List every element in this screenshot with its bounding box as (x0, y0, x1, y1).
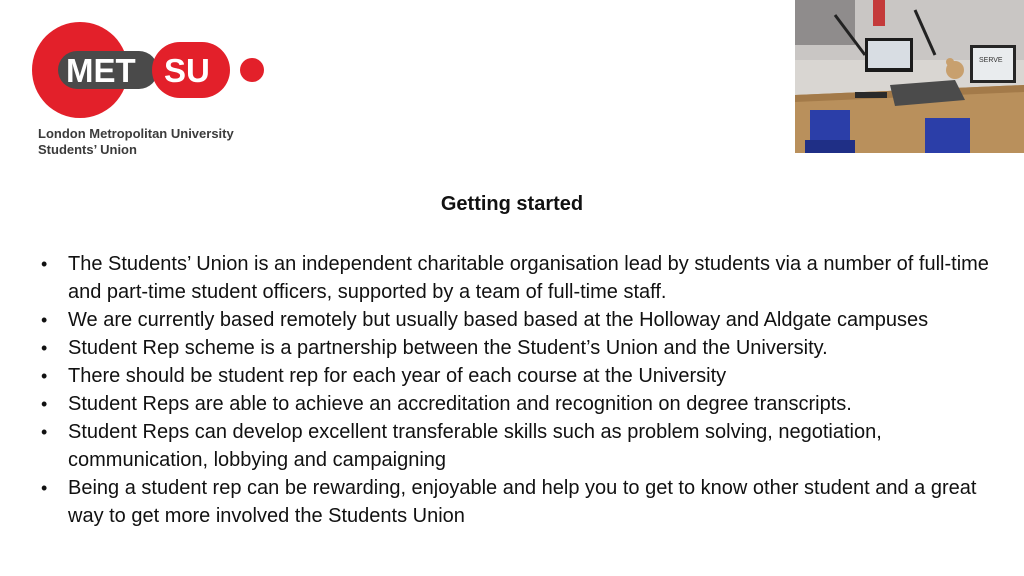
bullet-text: Being a student rep can be rewarding, enjoyable and help you to get to know other student and a great way to get more involved the Students Union (68, 477, 977, 527)
list-item (35, 390, 995, 418)
logo-dot (240, 58, 264, 82)
org-name (38, 126, 234, 158)
bullet-text: Student Rep scheme is a partnership between the Student’s Union and the University. (68, 337, 828, 359)
bullet-icon: • (41, 394, 48, 414)
list-item (35, 418, 995, 474)
list-item (35, 334, 995, 362)
bullet-text: Student Reps can develop excellent transferable skills such as problem solving, negotiation, communication, lobbying and campaigning (68, 421, 882, 471)
bullet-list (35, 250, 995, 530)
bullet-text: The Students’ Union is an independent charitable organisation lead by students via a number of full-time and part-time student officers, supported by a team of full-time staff. (68, 253, 989, 303)
org-name-line2: Students’ Union (38, 142, 137, 157)
bullet-text: There should be student rep for each year of each course at the University (68, 365, 727, 387)
monitor-screen-text: SERVE (979, 57, 1003, 64)
logo-text-met: MET (66, 52, 136, 89)
bullet-icon: • (41, 310, 48, 330)
bullet-icon: • (41, 338, 48, 358)
list-item (35, 250, 995, 306)
bullet-text: We are currently based remotely but usually based based at the Holloway and Aldgate campuses (68, 309, 929, 331)
org-name-line1: London Metropolitan University (38, 126, 234, 141)
bullet-icon: • (41, 254, 48, 274)
page-title: Getting started (440, 193, 584, 215)
radio-studio-photo (795, 0, 1024, 153)
list-item (35, 306, 995, 334)
logo-text-su: SU (164, 52, 210, 89)
list-item (35, 474, 995, 530)
met-su-logo (30, 20, 270, 120)
list-item (35, 362, 995, 390)
bullet-icon: • (41, 478, 48, 498)
bullet-icon: • (41, 422, 48, 442)
bullet-icon: • (41, 366, 48, 386)
bullet-text: Student Reps are able to achieve an accreditation and recognition on degree transcripts. (68, 393, 852, 415)
